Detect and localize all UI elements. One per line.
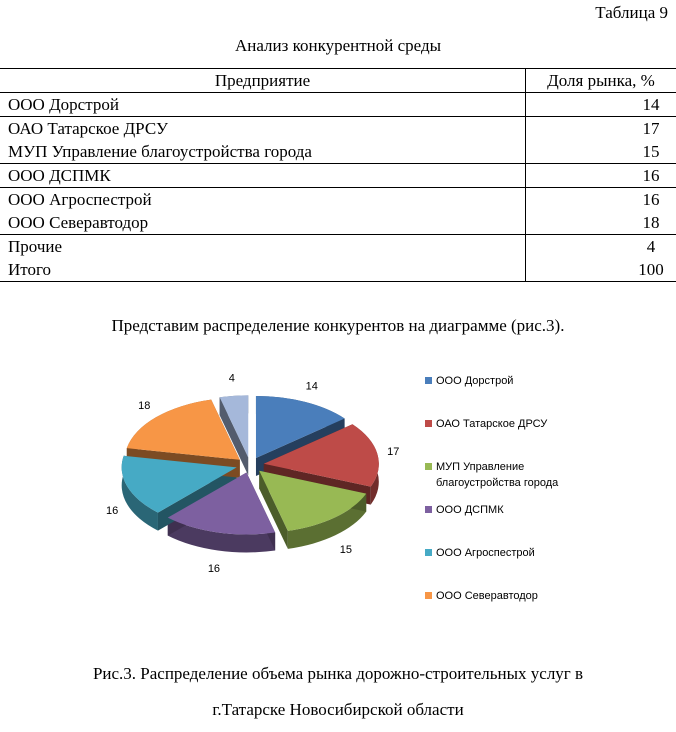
pie-data-label: 16 bbox=[105, 505, 119, 518]
table-row bbox=[0, 211, 676, 235]
share-cell: 16 bbox=[526, 164, 676, 188]
table-row bbox=[0, 188, 676, 212]
company-cell: ОАО Татарское ДРСУ bbox=[0, 117, 526, 141]
legend-label: ОАО Татарское ДРСУ bbox=[436, 418, 548, 430]
legend-swatch bbox=[425, 463, 432, 470]
table-row bbox=[0, 235, 676, 259]
chart-legend bbox=[425, 375, 559, 602]
pie-data-label: 18 bbox=[138, 399, 151, 412]
table-row bbox=[0, 140, 676, 164]
legend-label: ООО Северавтодор bbox=[436, 590, 538, 602]
company-cell: Прочие bbox=[0, 235, 526, 259]
legend-swatch bbox=[425, 549, 432, 556]
figure-caption-continued: г.Татарске Новосибирской области bbox=[212, 700, 464, 719]
share-cell: 16 bbox=[642, 190, 660, 209]
legend-label: ООО Агроспестрой bbox=[436, 547, 535, 559]
legend-swatch bbox=[425, 592, 432, 599]
share-cell: 15 bbox=[526, 140, 676, 164]
share-cell: 100 bbox=[526, 258, 676, 282]
figure-caption: Рис.3. Распределение объема рынка дорожно-строительных услуг в bbox=[92, 664, 584, 683]
pie-chart bbox=[0, 360, 676, 630]
company-cell: МУП Управление благоустройства города bbox=[0, 140, 526, 164]
header-company: Предприятие bbox=[0, 69, 526, 93]
share-cell: 14 bbox=[526, 93, 676, 117]
legend-label: ООО ДСПМК bbox=[436, 504, 504, 516]
company-cell: ООО Дорстрой bbox=[0, 93, 526, 117]
legend-swatch bbox=[425, 377, 432, 384]
pie-data-label: 4 bbox=[228, 372, 235, 385]
pie-data-label: 16 bbox=[207, 563, 221, 576]
table-title: Анализ конкурентной среды bbox=[234, 36, 442, 55]
table-row bbox=[0, 164, 676, 188]
pie-data-label: 15 bbox=[339, 544, 353, 557]
share-cell: 18 bbox=[526, 211, 676, 235]
competitor-table bbox=[0, 68, 676, 282]
pie-data-label: 17 bbox=[387, 446, 400, 459]
company-cell: ООО Агроспестрой bbox=[0, 188, 526, 212]
legend-swatch bbox=[425, 506, 432, 513]
header-share: Доля рынка, % bbox=[526, 69, 676, 93]
legend-label: ООО Дорстрой bbox=[436, 375, 514, 387]
legend-label: МУП Управление bbox=[436, 461, 525, 473]
table-header-row bbox=[0, 69, 676, 93]
legend-swatch bbox=[425, 420, 432, 427]
pie-data-label: 14 bbox=[305, 380, 318, 393]
company-cell: Итого bbox=[0, 258, 526, 282]
company-cell: ООО Северавтодор bbox=[0, 211, 526, 235]
intro-paragraph: Представим распределение конкурентов на диаграмме (рис.3). bbox=[111, 316, 565, 335]
share-cell: 4 bbox=[646, 237, 656, 256]
table-row bbox=[0, 93, 676, 117]
table-number: Таблица 9 bbox=[595, 3, 668, 22]
company-cell: ООО ДСПМК bbox=[0, 164, 526, 188]
pie-slices bbox=[122, 395, 379, 552]
table-row bbox=[0, 117, 676, 141]
share-cell: 17 bbox=[642, 119, 660, 138]
legend-label: благоустройства города bbox=[436, 477, 559, 489]
table-row bbox=[0, 258, 676, 282]
